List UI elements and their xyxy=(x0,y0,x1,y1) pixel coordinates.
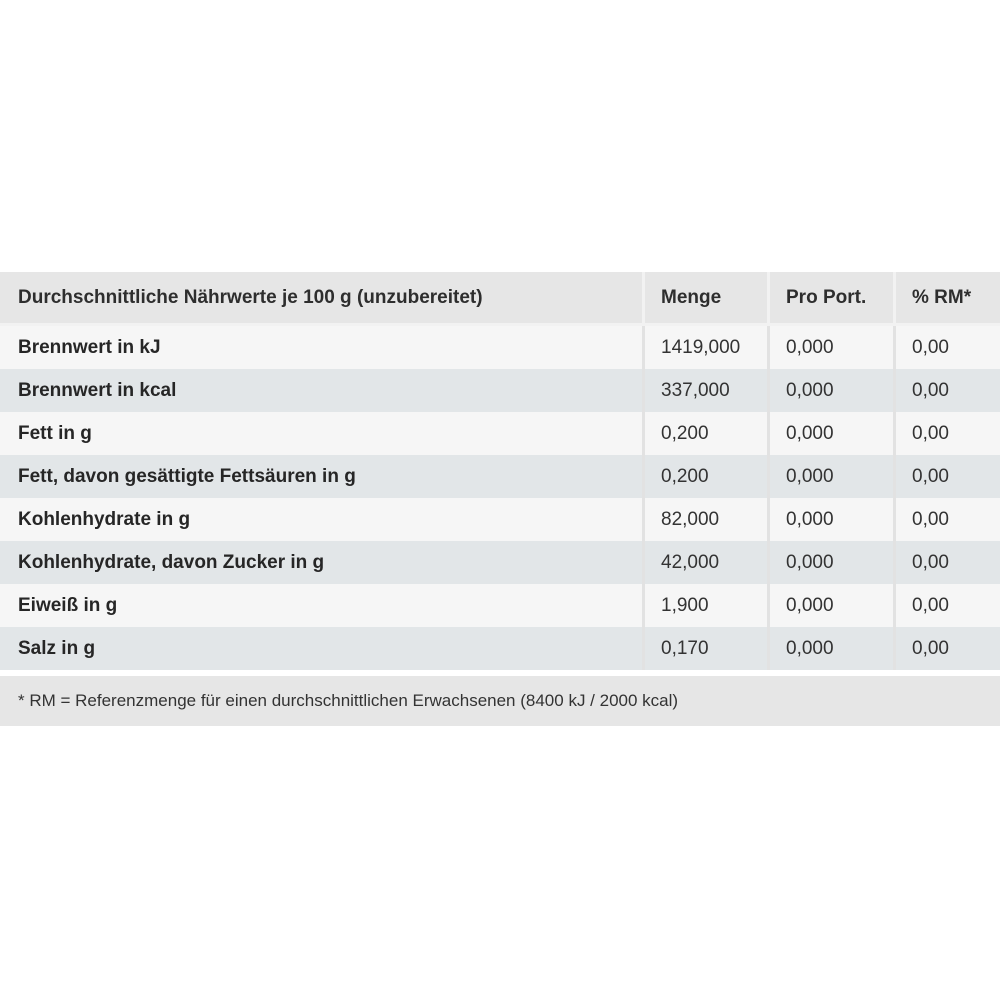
table-row xyxy=(0,369,1000,412)
row-pro-port: 0,000 xyxy=(770,584,896,627)
header-nutrient-label: Durchschnittliche Nährwerte je 100 g (unzubereitet) xyxy=(0,272,645,326)
row-label: Eiweiß in g xyxy=(0,584,645,627)
row-rm: 0,00 xyxy=(896,326,1000,369)
table-row xyxy=(0,412,1000,455)
reference-footnote: * RM = Referenzmenge für einen durchschnittlichen Erwachsenen (8400 kJ / 2000 kcal) xyxy=(0,676,1000,726)
row-pro-port: 0,000 xyxy=(770,326,896,369)
row-menge: 1419,000 xyxy=(645,326,770,369)
row-label: Kohlenhydrate, davon Zucker in g xyxy=(0,541,645,584)
nutrition-facts-panel xyxy=(0,272,1000,726)
row-rm: 0,00 xyxy=(896,369,1000,412)
row-rm: 0,00 xyxy=(896,627,1000,670)
table-body xyxy=(0,326,1000,670)
row-menge: 42,000 xyxy=(645,541,770,584)
table-header xyxy=(0,272,1000,326)
header-rm-percent: % RM* xyxy=(896,272,1000,326)
table-row xyxy=(0,455,1000,498)
row-pro-port: 0,000 xyxy=(770,498,896,541)
table-row xyxy=(0,498,1000,541)
table-row xyxy=(0,541,1000,584)
row-menge: 337,000 xyxy=(645,369,770,412)
row-menge: 1,900 xyxy=(645,584,770,627)
row-menge: 82,000 xyxy=(645,498,770,541)
row-rm: 0,00 xyxy=(896,455,1000,498)
header-pro-port: Pro Port. xyxy=(770,272,896,326)
row-label: Brennwert in kcal xyxy=(0,369,645,412)
row-menge: 0,200 xyxy=(645,412,770,455)
row-pro-port: 0,000 xyxy=(770,541,896,584)
row-pro-port: 0,000 xyxy=(770,627,896,670)
row-rm: 0,00 xyxy=(896,412,1000,455)
table-row xyxy=(0,326,1000,369)
row-rm: 0,00 xyxy=(896,498,1000,541)
row-pro-port: 0,000 xyxy=(770,412,896,455)
row-pro-port: 0,000 xyxy=(770,455,896,498)
row-menge: 0,170 xyxy=(645,627,770,670)
table-row xyxy=(0,627,1000,670)
row-label: Kohlenhydrate in g xyxy=(0,498,645,541)
row-rm: 0,00 xyxy=(896,584,1000,627)
header-menge: Menge xyxy=(645,272,770,326)
row-label: Salz in g xyxy=(0,627,645,670)
row-menge: 0,200 xyxy=(645,455,770,498)
header-row xyxy=(0,272,1000,326)
row-label: Fett, davon gesättigte Fettsäuren in g xyxy=(0,455,645,498)
row-pro-port: 0,000 xyxy=(770,369,896,412)
row-label: Brennwert in kJ xyxy=(0,326,645,369)
row-label: Fett in g xyxy=(0,412,645,455)
row-rm: 0,00 xyxy=(896,541,1000,584)
table-row xyxy=(0,584,1000,627)
nutrition-table xyxy=(0,272,1000,670)
